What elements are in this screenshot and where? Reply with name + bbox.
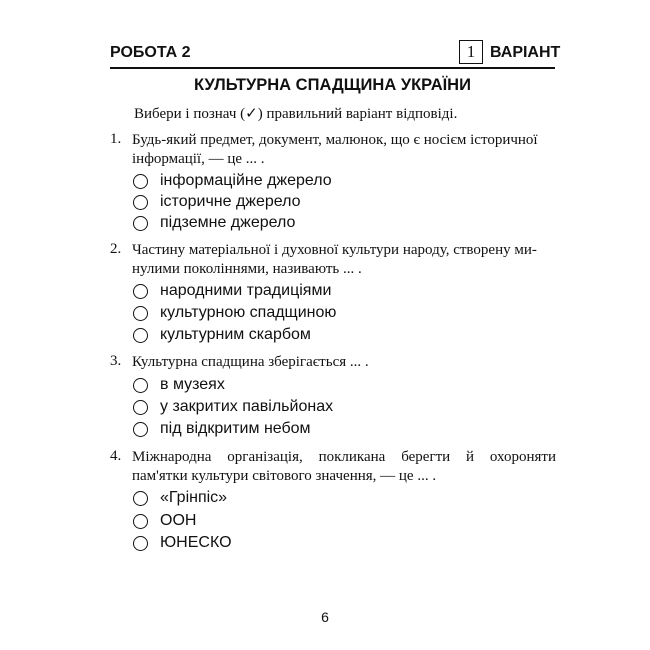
- page-number: 6: [321, 609, 329, 625]
- question-line: Будь-який предмет, документ, малюнок, що є носієм історичної: [132, 132, 538, 148]
- option-label: ООН: [160, 512, 197, 529]
- option-label: ЮНЕСКО: [160, 534, 232, 551]
- question-number: 2.: [110, 241, 122, 257]
- option-label: «Грінпіс»: [160, 489, 228, 506]
- question-line: Частину матеріальної і духовної культури народу, створену ми-: [132, 242, 537, 258]
- question-text: [132, 131, 556, 169]
- question-text: [132, 353, 556, 372]
- question-line: пам'ятки культури світового значення, — це ... .: [132, 468, 437, 484]
- option-label: під відкритим небом: [160, 420, 311, 437]
- work-title: РОБОТА 2: [110, 44, 191, 61]
- radio-circle-icon[interactable]: [133, 306, 148, 321]
- page-header: [110, 40, 561, 66]
- option-label: підземне джерело: [160, 214, 296, 231]
- option-label: культурним скарбом: [160, 326, 311, 343]
- radio-circle-icon[interactable]: [133, 422, 148, 437]
- radio-circle-icon[interactable]: [133, 174, 148, 189]
- radio-circle-icon[interactable]: [133, 536, 148, 551]
- radio-circle-icon[interactable]: [133, 378, 148, 393]
- variant-number-box: 1: [459, 40, 483, 64]
- option-label: в музеях: [160, 376, 225, 393]
- question-line: Культурна спадщина зберігається ... .: [132, 354, 369, 370]
- radio-circle-icon[interactable]: [133, 284, 148, 299]
- radio-circle-icon[interactable]: [133, 491, 148, 506]
- option-label: інформаційне джерело: [160, 172, 332, 189]
- instruction-text: Вибери і познач (✓) правильний варіант відповіді.: [134, 106, 458, 122]
- question-number: 4.: [110, 448, 122, 464]
- header-divider: [110, 67, 555, 69]
- option-label: культурною спадщиною: [160, 304, 337, 321]
- question-number: 3.: [110, 353, 122, 369]
- radio-circle-icon[interactable]: [133, 195, 148, 210]
- question-text: [132, 448, 556, 486]
- question-text: [132, 241, 556, 279]
- question-line: нулими поколіннями, називають ... .: [132, 261, 362, 277]
- option-label: у закритих павільйонах: [160, 398, 334, 415]
- radio-circle-icon[interactable]: [133, 328, 148, 343]
- question-number: 1.: [110, 131, 122, 147]
- radio-circle-icon[interactable]: [133, 400, 148, 415]
- page-title: КУЛЬТУРНА СПАДЩИНА УКРАЇНИ: [194, 76, 471, 94]
- option-label: історичне джерело: [160, 193, 301, 210]
- variant-label: ВАРІАНТ: [490, 44, 561, 61]
- radio-circle-icon[interactable]: [133, 514, 148, 529]
- radio-circle-icon[interactable]: [133, 216, 148, 231]
- question-line: Міжнародна організація, покликана берегти й охороняти: [132, 449, 556, 465]
- question-line: інформації, — це ... .: [132, 151, 265, 167]
- option-label: народними традиціями: [160, 282, 332, 299]
